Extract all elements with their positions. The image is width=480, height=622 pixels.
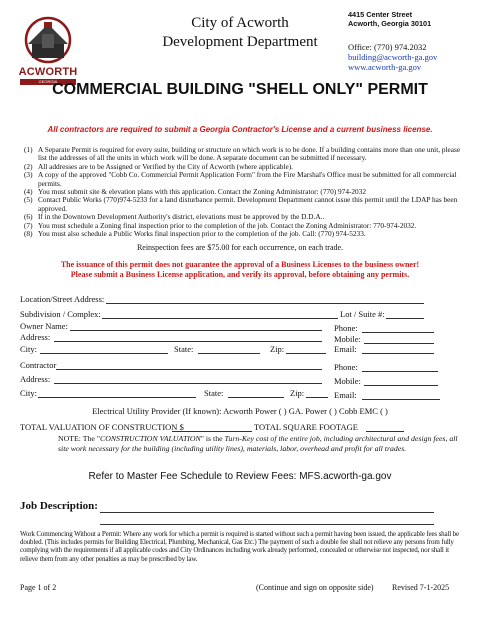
contractor-city-field[interactable] bbox=[38, 397, 196, 398]
owner-zip-field[interactable] bbox=[286, 353, 326, 354]
valuation-label: TOTAL VALUATION OF CONSTRUCTION $ bbox=[20, 422, 184, 432]
contractor-phone-field[interactable] bbox=[362, 371, 438, 372]
contractor-label: Contractor bbox=[20, 360, 57, 370]
list-item: (7) You must schedule a Zoning final inspection prior to the completion of the job. Contact the Zoning Administrator: 770-974-2032. bbox=[24, 220, 417, 230]
subdivision-field[interactable] bbox=[102, 318, 338, 319]
requirements-list bbox=[24, 146, 464, 238]
revision-date: Revised 7-1-2025 bbox=[392, 583, 450, 592]
owner-city-label: City: bbox=[20, 344, 38, 354]
owner-phone-field[interactable] bbox=[362, 332, 434, 333]
lot-suite-field[interactable] bbox=[386, 318, 424, 319]
contractor-mobile-field[interactable] bbox=[364, 385, 438, 386]
list-item: (5) Contact Public Works (770)974-5233 for a land disturbance permit. Development Department cannot issue this permit until the LDAP has been approved. bbox=[24, 195, 458, 213]
list-item: (4) You must submit site & elevation plans with this application. Contact the Zoning Administrator: (770) 974-2032 bbox=[24, 187, 366, 197]
owner-address-label: Address: bbox=[20, 332, 51, 342]
list-item: (8) You must also schedule a Public Works final inspection prior to the completion of the job. Call: (770) 974-5233. bbox=[24, 229, 366, 239]
owner-address-field[interactable] bbox=[54, 341, 322, 342]
owner-zip-label: Zip: bbox=[270, 344, 285, 354]
contractor-state-field[interactable] bbox=[228, 397, 284, 398]
contractor-state-label: State: bbox=[204, 388, 224, 398]
lot-suite-label: Lot / Suite #: bbox=[340, 309, 385, 319]
owner-state-label: State: bbox=[174, 344, 194, 354]
contractor-email-field[interactable] bbox=[362, 399, 440, 400]
office-phone: Office: (770) 974.2032 bbox=[348, 42, 427, 52]
business-license-notice bbox=[0, 260, 480, 279]
owner-email-field[interactable] bbox=[362, 353, 434, 354]
contractor-address-field[interactable] bbox=[54, 383, 322, 384]
contractor-zip-label: Zip: bbox=[290, 388, 305, 398]
city-name: City of Acworth bbox=[191, 15, 289, 31]
subdivision-label: Subdivision / Complex: bbox=[20, 309, 101, 319]
city-logo bbox=[18, 12, 78, 72]
logo-wordmark: ACWORTH bbox=[18, 66, 78, 78]
square-footage-label: TOTAL SQUARE FOOTAGE bbox=[254, 422, 358, 432]
owner-phone-label: Phone: bbox=[334, 323, 358, 333]
contractor-zip-field[interactable] bbox=[306, 397, 328, 398]
owner-state-field[interactable] bbox=[198, 353, 260, 354]
work-commencing-notice: Work Commencing Without a Permit: Where any work for which a permit is required is started without such a permit having been issued, the applicable fees shall be doubled. (This includes permits for Building Electrical, Plumbing, Mechanical, Gas Etc.) The payment of such a double fee shall not relieve any persons from fully complying with the requirements if all applicable codes and City Ordinances including work already performed, concealed or otherwise not inspected, nor shall it relieve them from any other penalties as may be prescribed by law. bbox=[20, 530, 459, 563]
logo-subtext: GEORGIA bbox=[20, 79, 76, 85]
contractor-mobile-label: Mobile: bbox=[334, 376, 361, 386]
contractor-address-label: Address: bbox=[20, 374, 51, 384]
valuation-note: NOTE: The "CONSTRUCTION VALUATION" is the Turn-Key cost of the entire job, including architectural and design fees, all site work necessary for the building (including utility lines), materials, labor, overhead and profit for all trades. bbox=[58, 434, 458, 453]
square-footage-field[interactable] bbox=[366, 431, 404, 432]
owner-mobile-label: Mobile: bbox=[334, 334, 361, 344]
job-description-field[interactable] bbox=[100, 512, 434, 513]
reinspection-fee-note: Reinspection fees are $75.00 for each occurrence, on each trade. bbox=[136, 243, 344, 252]
contractor-city-label: City: bbox=[20, 388, 38, 398]
contractor-field[interactable] bbox=[56, 369, 322, 370]
contact-block bbox=[348, 42, 437, 72]
city-state-zip: Acworth, Georgia 30101 bbox=[348, 19, 432, 28]
location-field[interactable] bbox=[106, 303, 424, 304]
department-name: Development Department bbox=[162, 34, 318, 50]
job-description-field-2[interactable] bbox=[100, 524, 434, 525]
owner-mobile-field[interactable] bbox=[364, 343, 434, 344]
email-link[interactable]: building@acworth-ga.gov bbox=[348, 52, 438, 62]
contractor-email-label: Email: bbox=[334, 390, 357, 400]
notice-line-1: The issuance of this permit does not guarantee the approval of a Business Licenses to the business owner! bbox=[60, 260, 420, 269]
list-item: (3) A copy of the approved "Cobb Co. Commercial Permit Application Form" from the Fire Marshal's Office must be submitted for all commercial permits. bbox=[24, 170, 457, 188]
location-label: Location/Street Address: bbox=[20, 294, 105, 304]
owner-name-label: Owner Name: bbox=[20, 321, 68, 331]
list-item: (6) If in the Downtown Development Authority's district, elevations must be approved by the D.D.A.. bbox=[24, 212, 325, 222]
valuation-field[interactable] bbox=[172, 431, 252, 432]
electrical-provider[interactable]: Electrical Utility Provider (If known): Acworth Power ( ) GA. Power ( ) Cobb EMC ( ) bbox=[92, 406, 388, 416]
owner-city-field[interactable] bbox=[40, 353, 168, 354]
website-link[interactable]: www.acworth-ga.gov bbox=[348, 62, 422, 72]
list-item: (1) A Separate Permit is required for every suite, building or structure on which work is to be done. If a building contains more than one unit, please list the addresses of all the units in which work will be done. A separate document can be submitted if necessary. bbox=[24, 145, 461, 163]
job-description-label: Job Description: bbox=[20, 500, 98, 512]
owner-email-label: Email: bbox=[334, 344, 357, 354]
master-fee-schedule: Refer to Master Fee Schedule to Review Fees: MFS.acworth-ga.gov bbox=[88, 471, 392, 482]
page-title: COMMERCIAL BUILDING "SHELL ONLY" PERMIT bbox=[52, 81, 428, 98]
street-address: 4415 Center Street bbox=[348, 10, 413, 19]
license-warning: All contractors are required to submit a Georgia Contractor's License and a current business license. bbox=[47, 125, 433, 134]
contractor-phone-label: Phone: bbox=[334, 362, 358, 372]
owner-name-field[interactable] bbox=[70, 330, 322, 331]
list-item: (2) All addresses are to be Assigned or Verified by the City of Acworth (where applicable). bbox=[24, 161, 293, 171]
continue-note: (Continue and sign on opposite side) bbox=[256, 583, 374, 592]
page-number: Page 1 of 2 bbox=[20, 583, 57, 592]
notice-line-2: Please submit a Business License application, and verify its approval, before obtaining any permits. bbox=[70, 269, 410, 279]
address-block bbox=[348, 10, 431, 28]
department-title bbox=[150, 14, 330, 52]
